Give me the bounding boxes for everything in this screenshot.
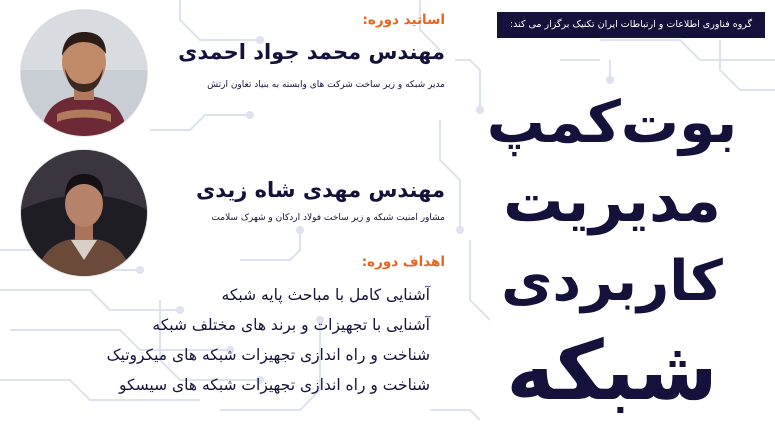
instructor-2-name: مهندس مهدی شاه زیدی — [195, 178, 445, 202]
organizer-banner: گروه فناوری اطلاعات و ارتباطات ایران تکنیک برگزار می کند: — [497, 12, 765, 38]
goal-item: شناخت و راه اندازی تجهیزات شبکه های میکروتیک — [106, 346, 430, 364]
bootcamp-title-line: بوت‌کمپ — [486, 88, 738, 156]
bootcamp-title-line: شبکه — [506, 324, 718, 419]
instructor-2-photo — [20, 149, 148, 277]
bootcamp-title-line: کاربردی — [501, 249, 723, 314]
instructor-1-name: مهندس محمد جواد احمدی — [178, 40, 445, 64]
goal-item: آشنایی با تجهیزات و برند های مختلف شبکه — [152, 316, 430, 334]
instructors-label: اساتید دوره: — [362, 12, 445, 28]
goal-item: شناخت و راه اندازی تجهیزات شبکه های سیسکو — [119, 376, 430, 394]
goals-list — [107, 280, 430, 400]
goals-label: اهداف دوره: — [361, 254, 445, 270]
goal-item: آشنایی کامل با مباحث پایه شبکه — [221, 286, 430, 304]
bootcamp-title — [467, 82, 757, 420]
instructor-2-role: مشاور امنیت شبکه و زیر ساخت فولاد اردکان و شهرک سلامت — [211, 213, 445, 223]
instructor-1-photo — [20, 9, 148, 137]
instructor-1-role: مدیر شبکه و زیر ساخت شرکت های وابسته به بنیاد تعاون ارتش — [207, 80, 445, 90]
bootcamp-title-line: مدیریت — [503, 166, 721, 236]
